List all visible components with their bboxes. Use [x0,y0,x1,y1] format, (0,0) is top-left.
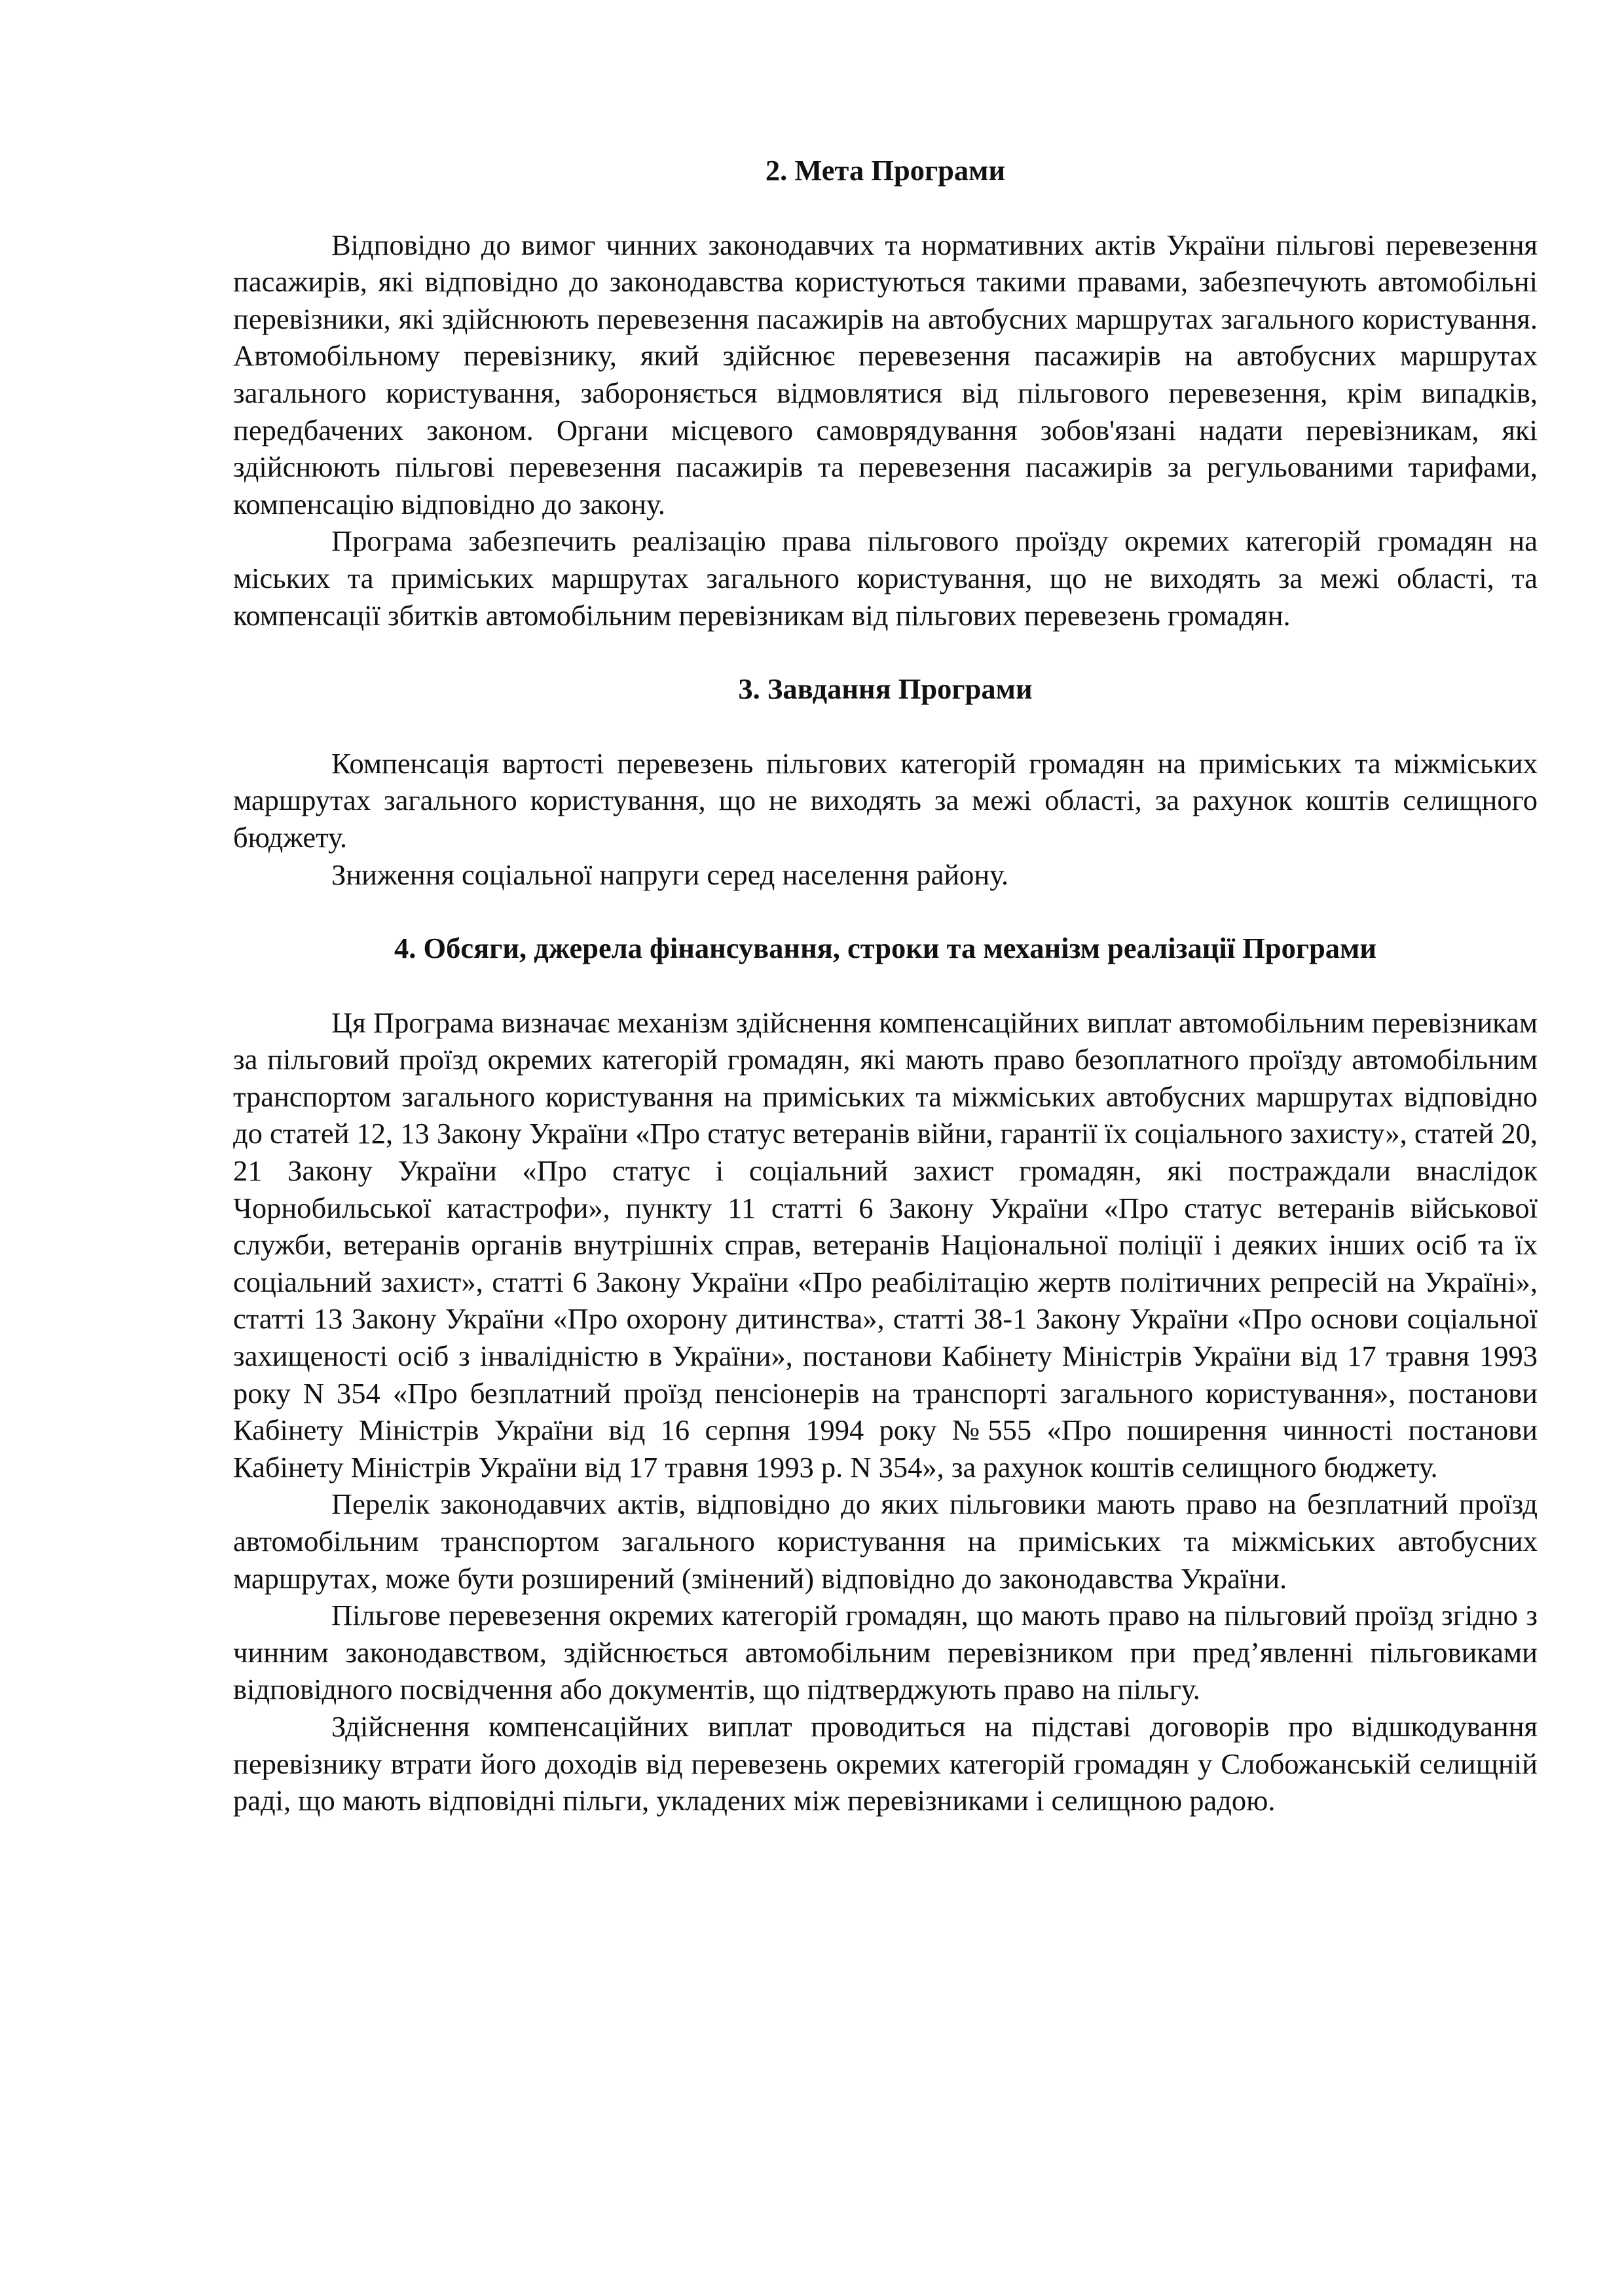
section-heading-goal: 2. Мета Програми [765,154,1006,187]
paragraph: Пільгове перевезення окремих категорій громадян, що мають право на пільговий проїзд згідно з чинним законодавством, здійснюється автомобільним перевізником при пред’явленні пільговиками відповідного посвідчення або документів, що підтверджують право на пільгу. [233,1599,1538,1706]
document-page [233,152,1538,1819]
section-heading-tasks: 3. Завдання Програми [738,672,1033,706]
paragraph: Компенсація вартості перевезень пільгових категорій громадян на приміських та міжміських маршрутах загального користування, що не виходять за межі області, за рахунок коштів селищного бюджету. [233,746,1538,854]
paragraph: Зниження соціальної напруги серед населення району. [331,858,1009,891]
paragraph: Здійснення компенсаційних виплат проводиться на підставі договорів про відшкодування перевізнику втрати його доходів від перевезень окремих категорій громадян у Слобожанській селищній раді, що мають відповідні пільги, укладених між перевізниками і селищною радою. [233,1709,1538,1817]
paragraph: Ця Програма визначає механізм здійснення компенсаційних виплат автомобільним перевізникам за пільговий проїзд окремих категорій громадян, які мають право безоплатного проїзду автомобільним транспортом загального користування на приміських та міжміських автобусних маршрутах відповідно до статей 12, 13 Закону України «Про статус ветеранів війни, гарантії їх соціального захисту», статей 20, 21 Закону України «Про статус і соціальний захист громадян, які постраждали внаслідок Чорнобильської катастрофи», пункту 11 статті 6 Закону України «Про статус ветеранів військової служби, ветеранів органів внутрішніх справ, ветеранів Національної поліції і деяких інших осіб та їх соціальний захист», статті 6 Закону України «Про реабілітацію жертв політичних репресій на Україні», статті 13 Закону України «Про охорону дитинства», статті 38-1 Закону України «Про основи соціальної захищеності осіб з інвалідністю в України», постанови Кабінету Міністрів України від 17 травня 1993 року N 354 «Про безплатний проїзд пенсіонерів на транспорті загального користування», постанови Кабінету Міністрів України від 16 серпня 1994 року №555 «Про поширення чинності постанови Кабінету Міністрів України від 17 травня 1993 р. N 354», за рахунок коштів селищного бюджету. [233,1006,1538,1484]
paragraph: Відповідно до вимог чинних законодавчих та нормативних актів України пільгові перевезення пасажирів, які відповідно до законодавства користуються такими правами, забезпечують автомобільні перевізники, які здійснюють перевезення пасажирів на автобусних маршрутах загального користування. Автомобільному перевізнику, який здійснює перевезення пасажирів на автобусних маршрутах загального користування, забороняється відмовлятися від пільгового перевезення, крім випадків, передбачених законом. Органи місцевого самоврядування зобов'язані надати перевізникам, які здійснюють пільгові перевезення пасажирів та перевезення пасажирів за регульованими тарифами, компенсацію відповідно до закону. [233,228,1538,520]
paragraph: Перелік законодавчих актів, відповідно до яких пільговики мають право на безплатний проїзд автомобільним транспортом загального користування на приміських та міжміських автобусних маршрутах, може бути розширений (змінений) відповідно до законодавства України. [233,1487,1538,1595]
paragraph: Програма забезпечить реалізацію права пільгового проїзду окремих категорій громадян на міських та приміських маршрутах загального користування, що не виходять за межі області, та компенсації збитків автомобільним перевізникам від пільгових перевезень громадян. [233,524,1538,632]
section-heading-financing: 4. Обсяги, джерела фінансування, строки та механізм реалізації Програми [394,932,1377,965]
